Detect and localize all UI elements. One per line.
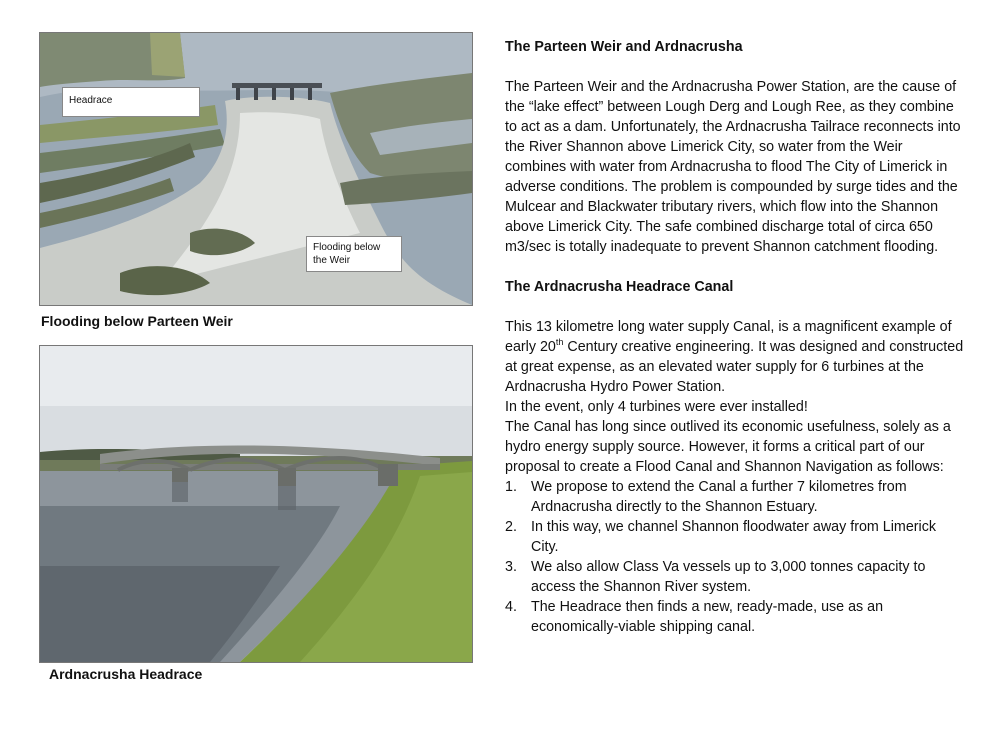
headrace-illustration <box>40 346 472 662</box>
headrace-photo <box>39 345 473 663</box>
parteen-weir-illustration <box>40 33 472 305</box>
list-item <box>505 557 965 597</box>
section1-heading: The Parteen Weir and Ardnacrusha <box>505 39 743 55</box>
list-item <box>505 517 965 557</box>
list-text: The Headrace then finds a new, ready-made, use as an economically-viable shipping canal. <box>531 599 884 635</box>
list-number: 3. <box>505 559 517 575</box>
headrace-callout: Headrace <box>62 87 200 117</box>
parteen-weir-photo <box>39 32 473 306</box>
list-text: In this way, we channel Shannon floodwater away from Limerick City. <box>531 519 937 555</box>
section1-body: The Parteen Weir and the Ardnacrusha Power Station, are the cause of the “lake effect” between Lough Derg and Lough Ree, as they combine to act as a dam. Unfortunately, the Ardnacrusha Tailrace reconnects into the River Shannon above Limerick City, so water from the Weir combines with water from Ardnacrusha to flood The City of Limerick in adverse conditions. The problem is compounded by surge tides and the Mulcear and Blackwater tributary rivers, which flow into the Shannon above Limerick City. The safe combined discharge total of circa 650 m3/sec is totally inadequate to prevent Shannon catchment flooding. <box>505 79 961 255</box>
section2-intro <box>505 317 965 397</box>
ordinal-suffix: th <box>555 337 564 348</box>
section2-heading: The Ardnacrusha Headrace Canal <box>505 279 734 295</box>
outlived-paragraph: The Canal has long since outlived its economic usefulness, solely as a hydro energy supply source. However, it forms a critical part of our proposal to create a Flood Canal and Shannon Navigation as follows: <box>505 419 951 475</box>
list-number: 2. <box>505 519 517 535</box>
parteen-weir-caption: Flooding below Parteen Weir <box>41 313 233 329</box>
headrace-caption: Ardnacrusha Headrace <box>49 666 203 682</box>
list-number: 4. <box>505 599 517 615</box>
list-item <box>505 597 965 637</box>
list-text: We propose to extend the Canal a further 7 kilometres from Ardnacrusha directly to the Shannon Estuary. <box>531 479 907 515</box>
flooding-callout: Flooding below the Weir <box>306 236 402 272</box>
list-item <box>505 477 965 517</box>
list-text: We also allow Class Va vessels up to 3,000 tonnes capacity to access the Shannon River system. <box>531 559 926 595</box>
article-text <box>505 37 965 637</box>
section2-intro-text: This 13 kilometre long water supply Canal, is a magnificent example of early 20 <box>505 319 952 355</box>
list-number: 1. <box>505 479 517 495</box>
turbines-note: In the event, only 4 turbines were ever installed! <box>505 399 808 415</box>
proposal-list <box>505 477 965 637</box>
section2-intro-text-cont: Century creative engineering. It was designed and constructed at great expense, as an elevated water supply for 6 turbines at the Ardnacrusha Hydro Power Station. <box>505 339 964 395</box>
